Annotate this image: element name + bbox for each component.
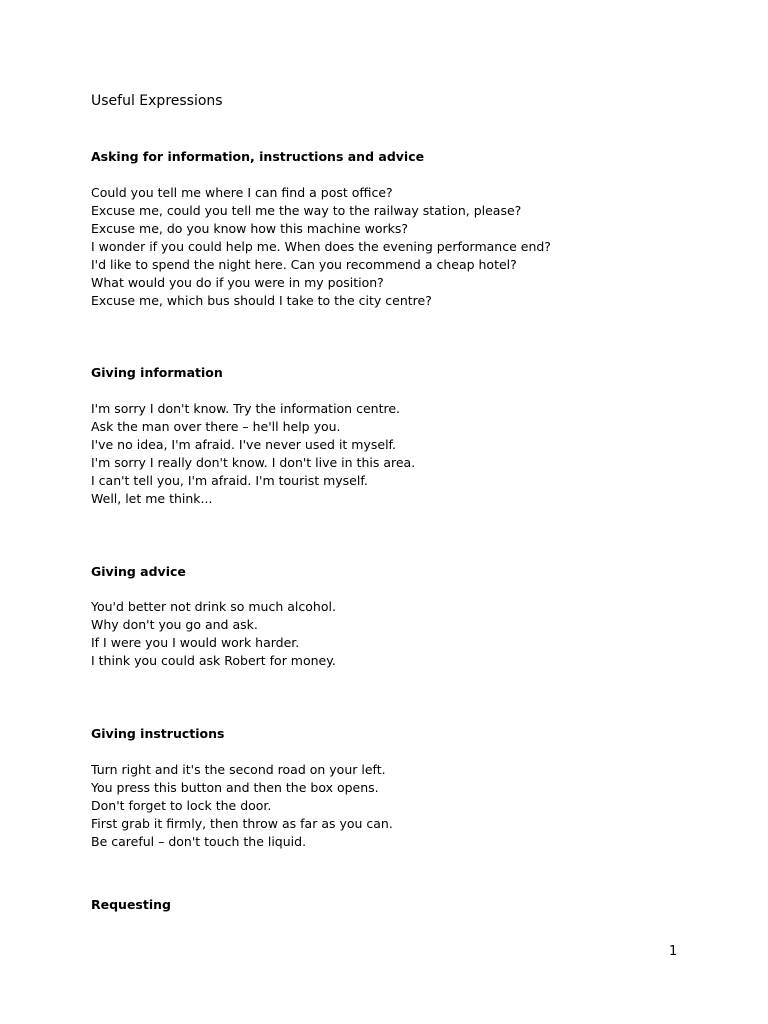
expression-line: Excuse me, could you tell me the way to the railway station, please? bbox=[91, 203, 522, 218]
expression-line: Turn right and it's the second road on your left. bbox=[91, 762, 386, 777]
section-lines-giving-information bbox=[91, 400, 415, 508]
expression-line: Be careful – don't touch the liquid. bbox=[91, 834, 307, 849]
expression-line: I'd like to spend the night here. Can you recommend a cheap hotel? bbox=[91, 257, 517, 272]
section-heading-giving-instructions: Giving instructions bbox=[91, 726, 225, 741]
expression-line: Why don't you go and ask. bbox=[91, 617, 258, 632]
expression-line: Don't forget to lock the door. bbox=[91, 798, 272, 813]
expression-line: I'm sorry I don't know. Try the information centre. bbox=[91, 401, 400, 416]
section-heading-giving-information: Giving information bbox=[91, 365, 223, 380]
section-lines-giving-instructions bbox=[91, 761, 393, 851]
expression-line: If I were you I would work harder. bbox=[91, 635, 300, 650]
expression-line: I'm sorry I really don't know. I don't live in this area. bbox=[91, 455, 416, 470]
expression-line: Could you tell me where I can find a post office? bbox=[91, 185, 393, 200]
expression-line: Excuse me, do you know how this machine works? bbox=[91, 221, 408, 236]
expression-line: You'd better not drink so much alcohol. bbox=[91, 599, 336, 614]
section-lines-giving-advice bbox=[91, 598, 336, 670]
page-title: Useful Expressions bbox=[91, 93, 223, 109]
section-heading-asking: Asking for information, instructions and advice bbox=[91, 149, 425, 164]
section-heading-requesting: Requesting bbox=[91, 897, 171, 912]
expression-line: First grab it firmly, then throw as far as you can. bbox=[91, 816, 393, 831]
expression-line: I think you could ask Robert for money. bbox=[91, 653, 336, 668]
expression-line: I wonder if you could help me. When does the evening performance end? bbox=[91, 239, 551, 254]
expression-line: What would you do if you were in my position? bbox=[91, 275, 384, 290]
expression-line: Well, let me think... bbox=[91, 491, 213, 506]
expression-line: Ask the man over there – he'll help you. bbox=[91, 419, 341, 434]
page-number: 1 bbox=[669, 944, 678, 959]
section-heading-giving-advice: Giving advice bbox=[91, 564, 186, 579]
section-lines-asking bbox=[91, 184, 551, 310]
expression-line: I've no idea, I'm afraid. I've never used it myself. bbox=[91, 437, 397, 452]
expression-line: I can't tell you, I'm afraid. I'm tourist myself. bbox=[91, 473, 368, 488]
expression-line: Excuse me, which bus should I take to the city centre? bbox=[91, 293, 432, 308]
expression-line: You press this button and then the box opens. bbox=[91, 780, 379, 795]
